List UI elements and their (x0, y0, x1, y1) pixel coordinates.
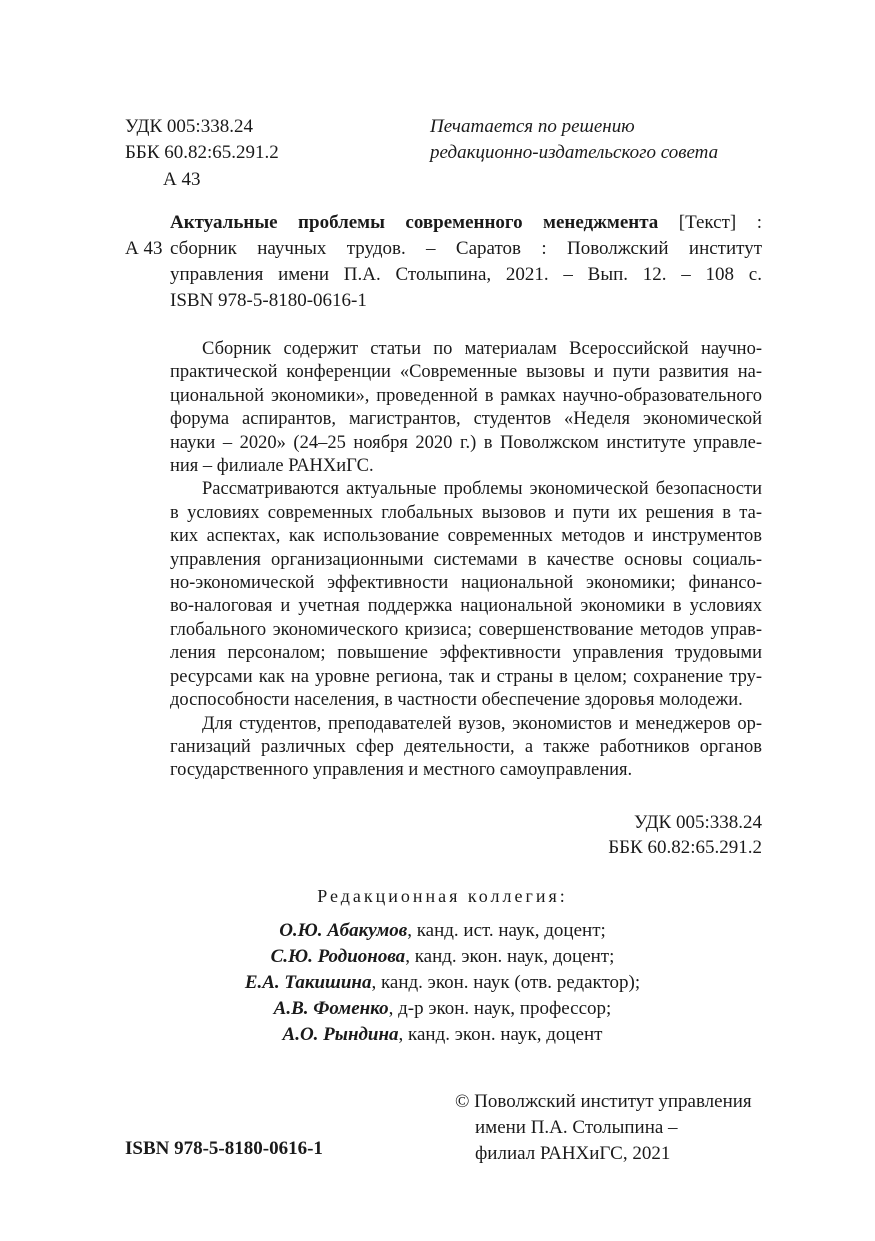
board-member-info: , д-р экон. наук, профессор; (388, 998, 612, 1019)
annotation-line: ких аспектах, как использование современных методов и инструментов (170, 526, 762, 547)
annotation-line: глобального экономического кризиса; совершенствование методов управ- (170, 619, 762, 640)
annotation-line: Для студентов, преподавателей вузов, экономистов и менеджеров ор- (202, 713, 762, 734)
board-member (0, 996, 875, 1022)
bbk-code-bottom: ББК 60.82:65.291.2 (608, 837, 762, 858)
annotation-paragraph-3 (170, 713, 762, 783)
record-author-mark: А 43 (125, 238, 163, 259)
annotation-line: Сборник содержит статьи по материалам Всероссийской научно- (202, 339, 762, 359)
isbn-bottom: ISBN 978-5-8180-0616-1 (125, 1138, 323, 1159)
annotation-line: форума аспирантов, магистрантов, студентов «Неделя экономической (170, 409, 762, 430)
board-member (0, 918, 875, 944)
board-member-name: А.В. Фоменко (273, 998, 389, 1019)
annotation-line: в условиях современных глобальных вызовов и пути их решения в та- (170, 502, 762, 523)
editorial-board-title: Редакционная коллегия: (317, 886, 568, 906)
annotation-line: науки – 2020» (24–25 ноября 2020 г.) в Поволжском институте управле- (170, 432, 762, 453)
annotation-paragraph-2 (170, 478, 762, 712)
annotation-line: управления организационными системами в качестве основы социаль- (170, 549, 762, 570)
udk-code-bottom: УДК 005:338.24 (634, 812, 762, 833)
annotation-line: но-экономической эффективности национальной экономики; финансо- (170, 573, 762, 594)
board-member-name: С.Ю. Родионова (270, 946, 406, 967)
annotation-line: во-налоговая и учетная поддержка национальной экономики в условиях (170, 596, 762, 617)
record-line-3: управления имени П.А. Столыпина, 2021. – Вып. 12. – 108 с. (170, 264, 762, 285)
publication-note-line2: редакционно-издательского совета (430, 142, 719, 163)
udk-code: УДК 005:338.24 (125, 116, 253, 137)
book-title: Актуальные проблемы современного менеджмента (170, 212, 659, 233)
author-mark: А 43 (163, 169, 201, 190)
record-isbn: ISBN 978-5-8180-0616-1 (170, 290, 367, 311)
board-member-info: , канд. экон. наук, доцент (398, 1024, 603, 1045)
annotation-line: ресурсами как на уровне региона, так и страны в целом; сохранение тру- (170, 666, 762, 687)
annotation-line: ния – филиале РАНХиГС. (170, 456, 374, 477)
board-member (0, 944, 875, 970)
board-member-info: , канд. экон. наук (отв. редактор); (371, 972, 641, 993)
record-line-2: сборник научных трудов. – Саратов : Поволжский институт (170, 238, 762, 259)
annotation (170, 338, 762, 783)
annotation-paragraph-1 (170, 338, 762, 478)
bibliographic-record (170, 210, 762, 314)
board-member-name: Е.А. Такишина (244, 972, 372, 993)
annotation-line: Рассматриваются актуальные проблемы экономической безопасности (202, 479, 762, 500)
annotation-line: доспособности населения, в частности обеспечение здоровья молодежи. (170, 690, 743, 711)
copyright-line-2: имени П.А. Столыпина – (475, 1117, 678, 1138)
editorial-board-list (0, 918, 875, 1048)
board-member (0, 970, 875, 996)
publication-note-line1: Печатается по решению (430, 116, 635, 137)
record-line-1-rest: [Текст] : (658, 212, 762, 233)
board-member (0, 1022, 875, 1048)
copyright-line-3: филиал РАНХиГС, 2021 (475, 1143, 671, 1164)
annotation-line: циональной экономики», проведенной в рамках научно-образовательного (170, 385, 762, 406)
annotation-line: практической конференции «Современные вызовы и пути развития на- (170, 362, 762, 383)
board-member-name: О.Ю. Абакумов (279, 920, 408, 941)
bbk-code: ББК 60.82:65.291.2 (125, 142, 279, 163)
board-member-name: А.О. Рындина (282, 1024, 399, 1045)
annotation-line: ганизаций различных сфер деятельности, а также работников органов (170, 736, 762, 757)
board-member-info: , канд. ист. наук, доцент; (407, 920, 606, 941)
annotation-line: государственного управления и местного самоуправления. (170, 760, 633, 781)
copyright-line-1: © Поволжский институт управления (455, 1091, 752, 1112)
copyright-block (455, 1089, 752, 1167)
board-member-info: , канд. экон. наук, доцент; (405, 946, 615, 967)
record-line-1 (170, 210, 762, 236)
annotation-line: ления персоналом; повышение эффективности управления трудовыми (170, 643, 762, 664)
